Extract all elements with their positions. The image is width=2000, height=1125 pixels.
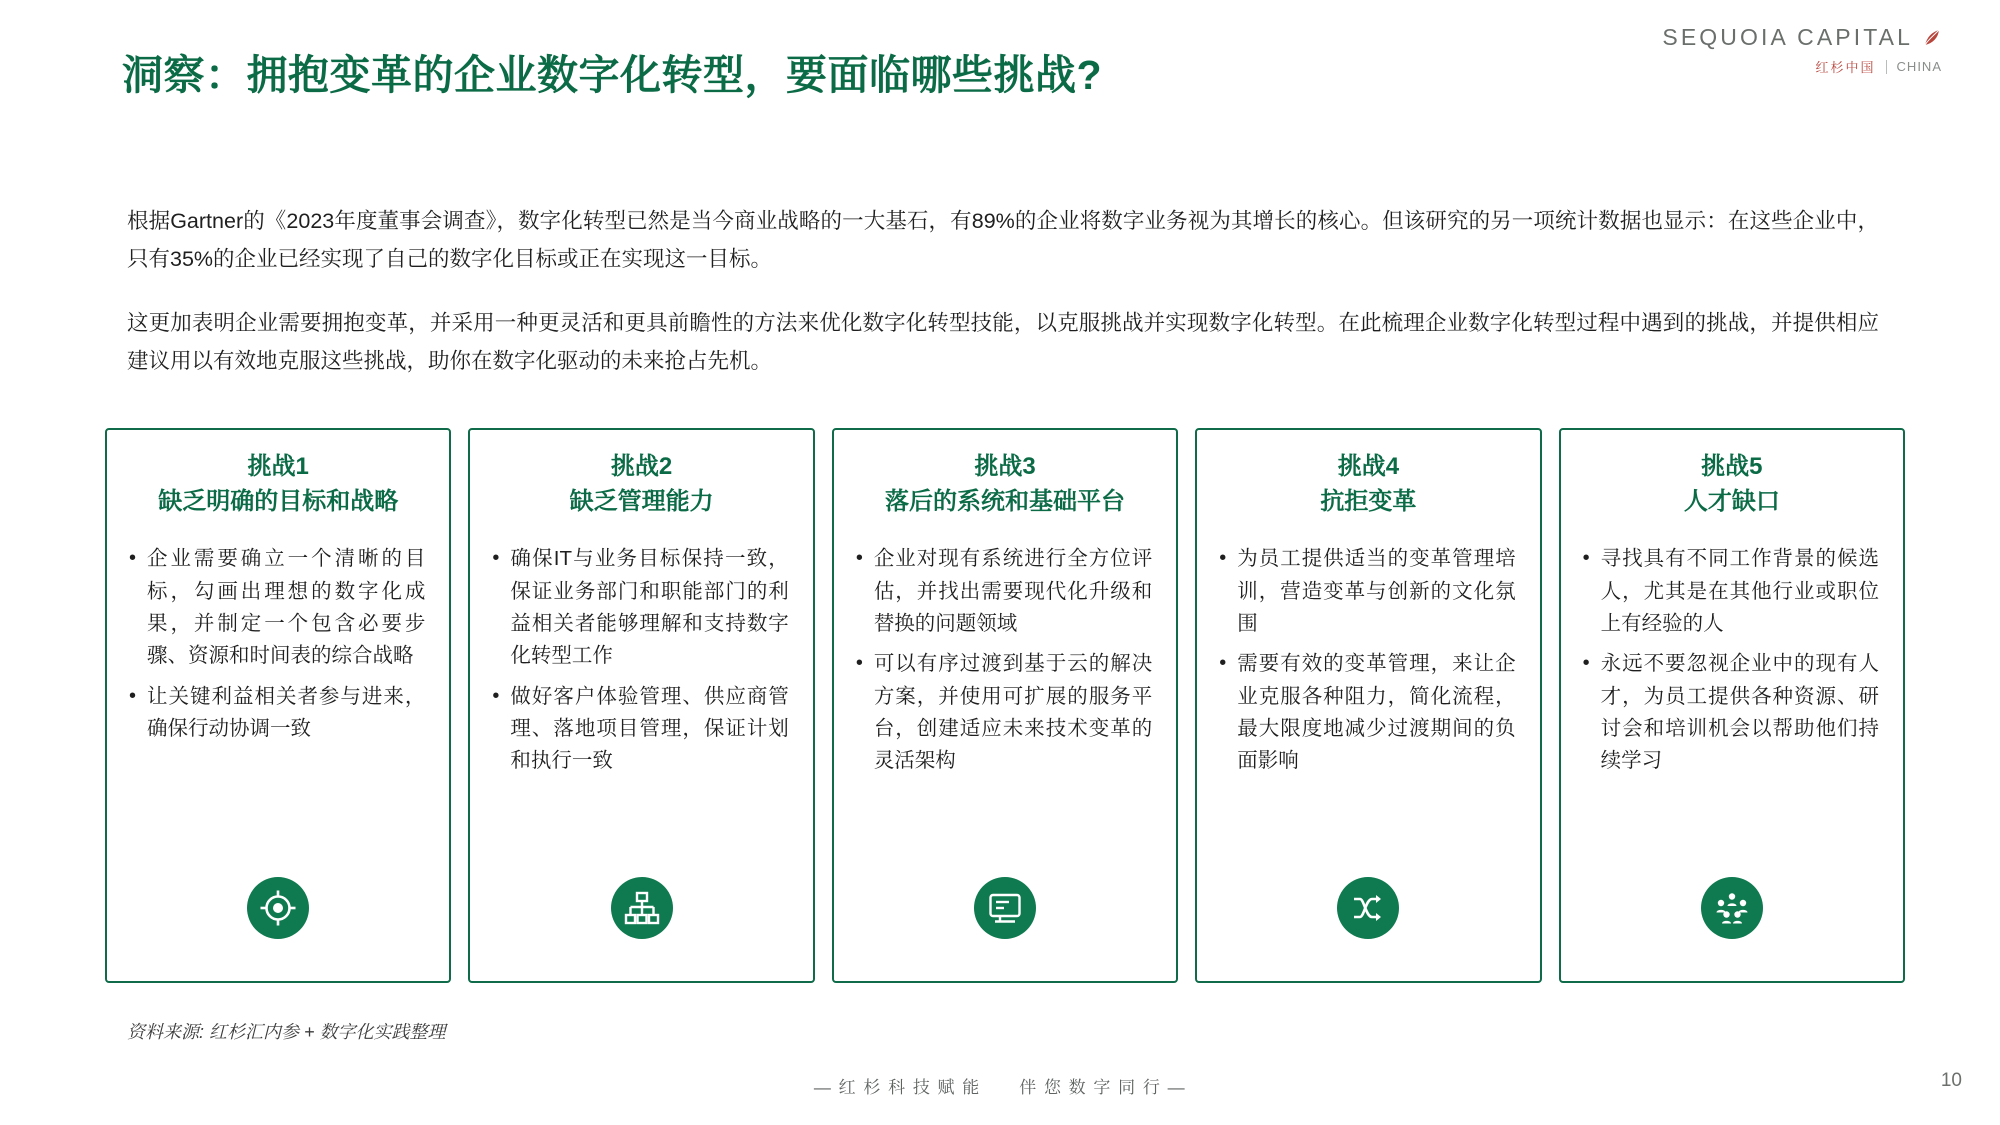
sequoia-leaf-mark-icon (1922, 28, 1942, 48)
intro-paragraph-2: 这更加表明企业需要拥抱变革，并采用一种更灵活和更具前瞻性的方法来优化数字化转型技能，以克服挑战并实现数字化转型。在此梳理企业数字化转型过程中遇到的挑战，并提供相应建议用以有效地克服这些挑战，助你在数字化驱动的未来抢占先机。 (127, 311, 1879, 373)
card-heading: 挑战4 (1337, 453, 1400, 480)
logo-chinese-name: 红杉中国 (1815, 60, 1876, 75)
card-bullet-list (490, 543, 792, 778)
footer-tagline (0, 1073, 2000, 1098)
card-heading: 挑战3 (974, 453, 1036, 480)
target-crosshair-icon (247, 877, 309, 939)
intro-paragraph-1: 根据Gartner的《2023年度董事会调查》，数字化转型已然是当今商业战略的一大基石，有89%的企业将数字业务视为其增长的核心。但该研究的另一项统计数据也显示：在这些企业中，只有35%的企业已经实现了自己的数字化目标或正在实现这一目标。 (127, 209, 1879, 271)
monitor-screen-icon (974, 877, 1036, 939)
challenge-card-3 (832, 428, 1178, 983)
bullet-dot-icon: • (492, 547, 500, 570)
list-item (129, 681, 425, 746)
list-item (1219, 543, 1515, 640)
list-item (1583, 648, 1879, 778)
bullet-dot-icon: • (855, 652, 863, 675)
bullet-dot-icon: • (1219, 652, 1227, 675)
card-subheading: 人才缺口 (1683, 488, 1780, 515)
sequoia-capital-logo (1642, 24, 1942, 76)
card-icon-wrap (107, 877, 449, 939)
bullet-text: 企业需要确立一个清晰的目标，勾画出理想的数字化成果，并制定一个包含必要步骤、资源和时间表的综合战略 (147, 547, 426, 668)
challenge-card-list (105, 428, 1905, 983)
footer-tagline-right: 伴 您 数 字 同 行 — (1019, 1078, 1187, 1097)
card-subheading: 抗拒变革 (1320, 488, 1417, 515)
logo-region-label: CHINA (1896, 59, 1942, 74)
footer-tagline-left: — 红 杉 科 技 赋 能 (813, 1078, 981, 1097)
list-item (856, 543, 1152, 640)
bullet-text: 让关键利益相关者参与进来，确保行动协调一致 (147, 684, 426, 741)
list-item (1583, 543, 1879, 640)
logo-divider (1886, 60, 1887, 74)
card-heading: 挑战1 (247, 453, 309, 480)
list-item (1219, 648, 1515, 778)
card-bullet-list (1217, 543, 1519, 778)
bullet-dot-icon: • (129, 684, 137, 707)
card-icon-wrap (470, 877, 812, 939)
bullet-text: 寻找具有不同工作背景的候选人，尤其是在其他行业或职位上有经验的人 (1600, 547, 1880, 635)
card-icon-wrap (1197, 877, 1539, 939)
card-subheading: 缺乏明确的目标和战略 (158, 488, 399, 515)
card-bullet-list (127, 543, 429, 745)
logo-top-row (1642, 24, 1942, 51)
bullet-text: 企业对现有系统进行全方位评估，并找出需要现代化升级和替换的问题领域 (873, 547, 1153, 635)
bullet-text: 可以有序过渡到基于云的解决方案，并使用可扩展的服务平台，创建适应未来技术变革的灵活架构 (873, 652, 1153, 773)
list-item (129, 543, 425, 673)
bullet-dot-icon: • (129, 547, 137, 570)
bullet-dot-icon: • (492, 684, 500, 707)
card-heading: 挑战5 (1701, 453, 1763, 480)
card-heading: 挑战2 (610, 453, 673, 480)
challenge-card-2 (468, 428, 814, 983)
list-item (492, 681, 788, 778)
card-icon-wrap (834, 877, 1176, 939)
bullet-dot-icon: • (1582, 547, 1590, 570)
list-item (856, 648, 1152, 778)
bullet-dot-icon: • (855, 547, 863, 570)
bullet-text: 为员工提供适当的变革管理培训，营造变革与创新的文化氛围 (1237, 547, 1516, 635)
logo-sub-row (1642, 57, 1942, 76)
page-number: 10 (1940, 1070, 1962, 1091)
card-bullet-list (854, 543, 1156, 778)
bullet-text: 确保IT与业务目标保持一致，保证业务部门和职能部门的利益相关者能够理解和支持数字化转型工作 (510, 547, 789, 668)
bullet-text: 永远不要忽视企业中的现有人才，为员工提供各种资源、研讨会和培训机会以帮助他们持续学习 (1600, 652, 1880, 773)
source-note: 资料来源: 红杉汇内参 + 数字化实践整理 (127, 1022, 446, 1042)
bullet-text: 需要有效的变革管理，来让企业克服各种阻力，简化流程，最大限度地减少过渡期间的负面影响 (1237, 652, 1516, 773)
bullet-text: 做好客户体验管理、供应商管理、落地项目管理，保证计划和执行一致 (510, 684, 789, 773)
challenge-card-1 (105, 428, 451, 983)
logo-wordmark: SEQUOIA CAPITAL (1662, 24, 1913, 50)
page-title: 洞察：拥抱变革的企业数字化转型，要面临哪些挑战? (122, 52, 1103, 98)
card-icon-wrap (1561, 877, 1903, 939)
card-bullet-list (1581, 543, 1883, 778)
challenge-card-5 (1559, 428, 1905, 983)
shuffle-arrows-icon (1337, 877, 1399, 939)
card-subheading: 缺乏管理能力 (569, 488, 714, 515)
list-item (492, 543, 788, 673)
org-hierarchy-icon (611, 877, 673, 939)
bullet-dot-icon: • (1582, 652, 1590, 675)
people-group-icon (1701, 877, 1763, 939)
card-subheading: 落后的系统和基础平台 (885, 488, 1126, 515)
bullet-dot-icon: • (1219, 547, 1227, 570)
challenge-card-4 (1195, 428, 1541, 983)
